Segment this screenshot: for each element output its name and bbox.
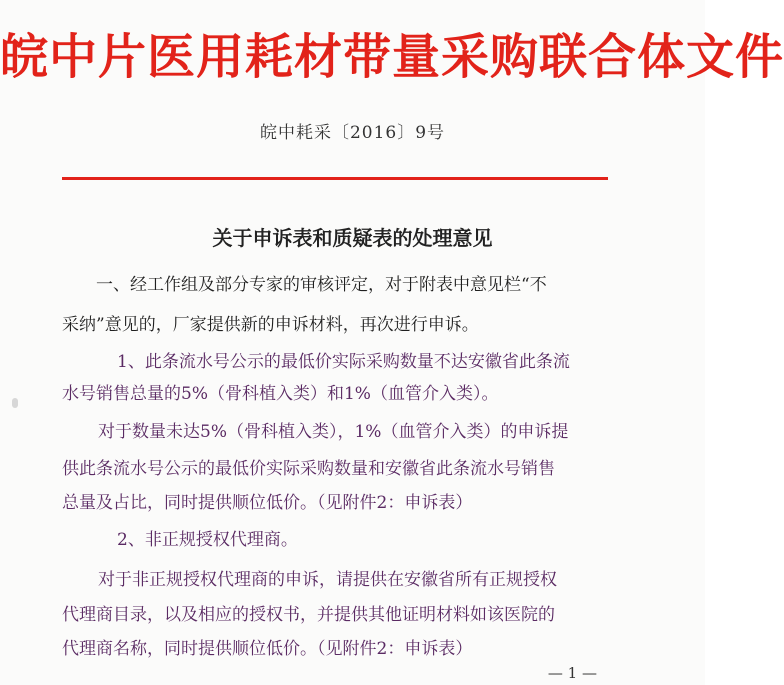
paragraph-2-line-1: 1、此条流水号公示的最低价实际采购数量不达安徽省此条流 [117,352,570,372]
paragraph-4-line-1: 2、非正规授权代理商。 [117,530,298,550]
scan-speck [12,398,18,408]
document-subject: 关于申诉表和质疑表的处理意见 [212,226,493,250]
paragraph-1-line-2: 采纳”意见的，厂家提供新的申诉材料，再次进行申诉。 [62,315,479,335]
red-divider-line [62,177,608,180]
paragraph-3-line-2: 供此条流水号公示的最低价实际采购数量和安徽省此条流水号销售 [62,459,555,479]
red-header-title: 皖中片医用耗材带量采购联合体文件 [0,29,784,85]
paragraph-2-line-2: 水号销售总量的5%（骨科植入类）和1%（血管介入类）。 [62,384,499,404]
document-number: 皖中耗采〔2016〕9号 [259,123,446,143]
paragraph-3-line-1: 对于数量未达5%（骨科植入类），1%（血管介入类）的申诉提 [98,422,569,442]
paragraph-5-line-2: 代理商目录，以及相应的授权书，并提供其他证明材料如该医院的 [62,605,555,625]
paragraph-5-line-3: 代理商名称，同时提供顺位低价。（见附件2：申诉表） [62,639,473,659]
paragraph-1-line-1: 一、经工作组及部分专家的审核评定，对于附表中意见栏“不 [96,275,547,295]
paragraph-3-line-3: 总量及占比，同时提供顺位低价。（见附件2：申诉表） [62,493,473,513]
page-number: — 1 — [547,664,597,682]
paragraph-5-line-1: 对于非正规授权代理商的申诉，请提供在安徽省所有正规授权 [98,570,557,590]
